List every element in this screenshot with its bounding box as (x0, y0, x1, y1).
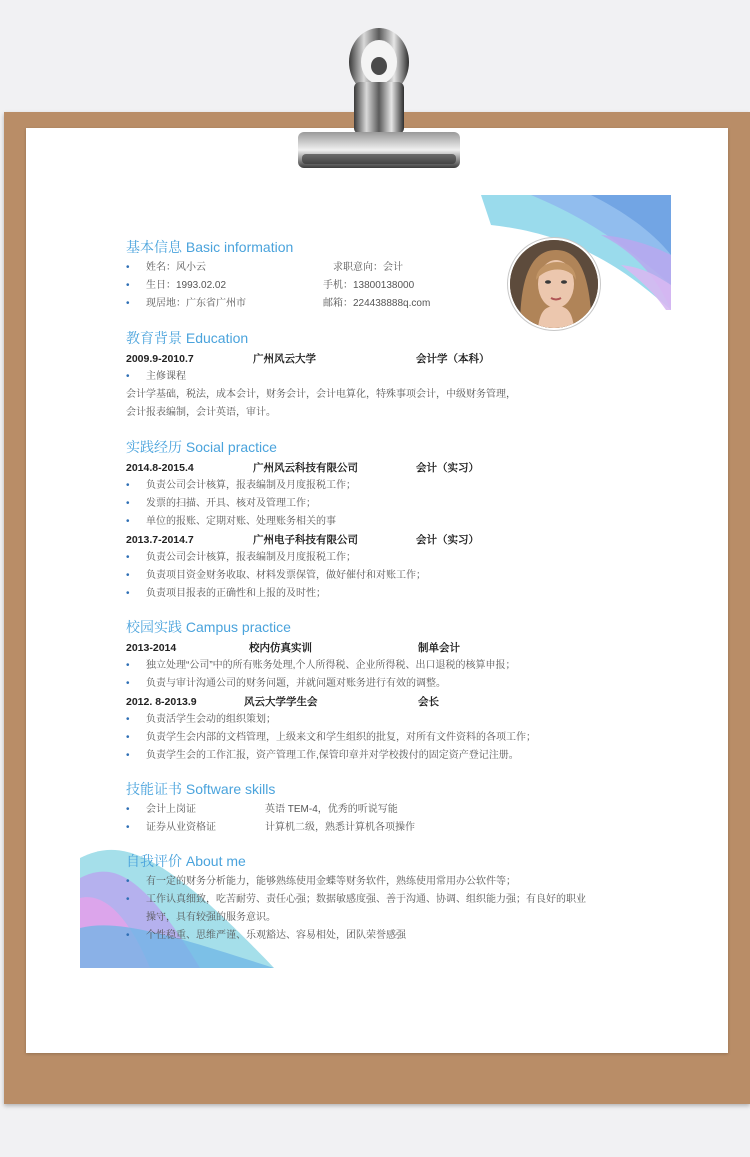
section-social-practice (126, 438, 686, 603)
list-item: • 负责活学生会动的组织策划； (126, 711, 686, 729)
list-item: • 负责与审计沟通公司的财务问题，并就问题对账务进行有效的调整。 (126, 675, 686, 693)
organization: 校内仿真实训 (249, 642, 312, 654)
education-entry (126, 350, 686, 368)
section-about-me (126, 852, 686, 945)
list-item: • 单位的报账、定期对账、处理账务相关的事 (126, 513, 686, 531)
list-item: • 有一定的财务分析能力，能够熟练使用金蝶等财务软件，熟练使用常用办公软件等； (126, 873, 686, 891)
list-item: • 独立处理“公司”中的所有账务处理,个人所得税、企业所得税、出口退税的核算申报； (126, 657, 686, 675)
list-item: • 负责项目报表的正确性和上报的及时性； (126, 585, 686, 603)
campus-entry (126, 639, 686, 657)
list-item: • 工作认真细致，吃苦耐劳、责任心强；数据敏感度强、善于沟通、协调、组织能力强；有良好的职业 (126, 891, 686, 909)
company: 广州风云科技有限公司 (253, 462, 358, 474)
list-item (126, 801, 686, 819)
company: 广州电子科技有限公司 (253, 534, 358, 546)
period: 2012. 8-2013.9 (126, 696, 197, 708)
period: 2013-2014 (126, 642, 177, 654)
role: 会计（实习） (416, 534, 479, 546)
period: 2013.7-2014.7 (126, 534, 194, 546)
binder-clip-icon (298, 24, 460, 172)
role: 会长 (418, 696, 439, 708)
certificate-name: 会计上岗证 (146, 804, 196, 815)
list-item (126, 819, 686, 837)
certificate-name: 证券从业资格证 (146, 822, 216, 833)
job-intent-field: 求职意向：会计 (333, 262, 403, 273)
courses-text: 会计学基础，税法，成本会计，财务会计，会计电算化，特殊事项会计，中级财务管理， (126, 389, 516, 400)
name-field: 姓名：风小云 (146, 262, 206, 273)
list-item: • 个性稳重、思维严谨、乐观豁达、容易相处，团队荣誉感强 (126, 927, 686, 945)
phone-field: 手机：13800138000 (323, 280, 415, 291)
organization: 风云大学学生会 (244, 696, 318, 708)
courses-label: 主修课程 (146, 371, 186, 382)
birthday-field: 生日：1993.02.02 (146, 280, 227, 291)
section-title: 自我评价 About me (126, 853, 246, 869)
period: 2014.8-2015.4 (126, 462, 194, 474)
list-item: • 负责公司会计核算，报表编制及月度报税工作； (126, 549, 686, 567)
skill-desc: 英语 TEM-4，优秀的听说写能 (265, 804, 398, 815)
section-title: 技能证书 Software skills (126, 781, 276, 797)
list-item: • 负责公司会计核算，报表编制及月度报税工作； (126, 477, 686, 495)
resume-paper (26, 128, 728, 1053)
section-skills (126, 780, 686, 837)
list-item (126, 368, 686, 386)
section-basic-info (126, 238, 686, 313)
role: 制单会计 (418, 642, 460, 654)
section-title: 教育背景 Education (126, 330, 249, 346)
section-campus-practice (126, 618, 686, 765)
role: 会计（实习） (416, 462, 479, 474)
list-item-continued: 操守，具有较强的服务意识。 (146, 912, 276, 923)
list-item: • 负责学生会的工作汇报，资产管理工作,保管印章并对学校拨付的固定资产登记注册。 (126, 747, 686, 765)
period: 2009.9-2010.7 (126, 353, 194, 365)
school: 广州风云大学 (253, 353, 316, 365)
section-title: 基本信息 Basic information (126, 239, 294, 255)
campus-entry (126, 693, 686, 711)
list-item (126, 295, 686, 313)
job-entry (126, 531, 686, 549)
email-field: 邮箱：224438888q.com (323, 298, 431, 309)
skill-desc: 计算机二级，熟悉计算机各项操作 (265, 822, 415, 833)
job-entry (126, 459, 686, 477)
section-education (126, 329, 686, 422)
courses-text: 会计报表编制，会计英语，审计。 (126, 407, 276, 418)
list-item (126, 259, 686, 277)
list-item: • 负责项目资金财务收取、材料发票保管，做好催付和对账工作； (126, 567, 686, 585)
list-item (126, 277, 686, 295)
list-item: • 负责学生会内部的文档管理，上级来文和学生组织的批复，对所有文件资料的各项工作； (126, 729, 686, 747)
major: 会计学（本科） (416, 353, 490, 365)
section-title: 校园实践 Campus practice (126, 619, 291, 635)
address-field: 现居地：广东省广州市 (146, 298, 246, 309)
section-title: 实践经历 Social practice (126, 439, 277, 455)
list-item: • 发票的扫描、开具、核对及管理工作； (126, 495, 686, 513)
